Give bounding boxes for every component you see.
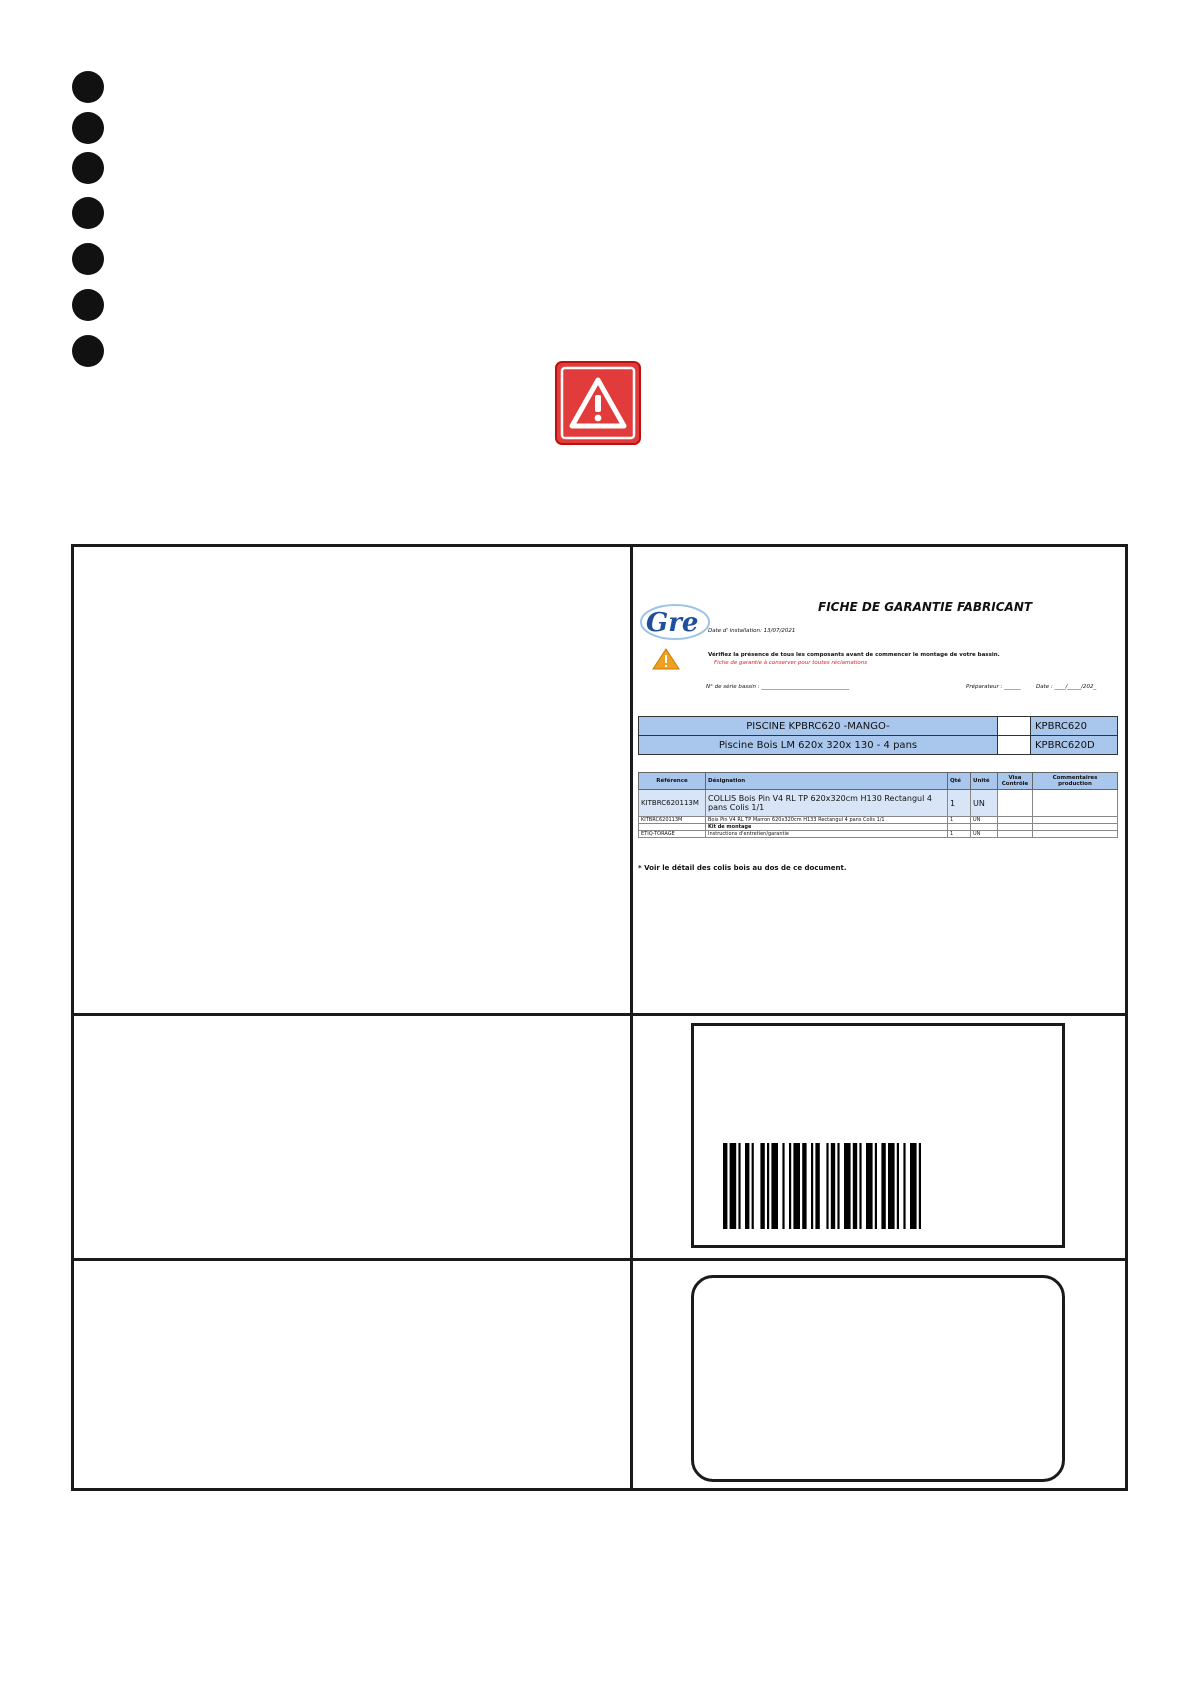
sheet-note: * Voir le détail des colis bois au dos de ce document. xyxy=(638,864,847,872)
step-bullet-4 xyxy=(72,197,104,229)
barcode-bar xyxy=(723,1143,727,1229)
col-qty: Qté xyxy=(948,773,971,790)
barcode-bar xyxy=(767,1143,769,1229)
barcode-bar xyxy=(811,1143,813,1229)
barcode xyxy=(723,1143,987,1229)
barcode-bar xyxy=(771,1143,778,1229)
warning-icon xyxy=(554,360,642,446)
barcode-bar xyxy=(881,1143,885,1229)
barcode-bar xyxy=(837,1143,839,1229)
product-table xyxy=(638,716,1118,755)
barcode-bar xyxy=(910,1143,917,1229)
barcode-bar xyxy=(752,1143,754,1229)
keep-text: Fiche de garantie à conserver pour toutes réclamations xyxy=(714,660,868,666)
grid-divider-vertical xyxy=(630,547,633,1488)
warranty-sheet-image xyxy=(638,588,1118,878)
col-designation: Désignation xyxy=(706,773,948,790)
barcode-bar xyxy=(844,1143,851,1229)
product-code-1: KPBRC620 xyxy=(1031,717,1118,736)
col-comments: Commentaires production xyxy=(1033,773,1118,790)
barcode-bar xyxy=(826,1143,828,1229)
product-title: PISCINE KPBRC620 -MANGO- xyxy=(639,717,998,736)
sheet-title: FICHE DE GARANTIE FABRICANT xyxy=(818,600,1033,614)
svg-text:Gre: Gre xyxy=(646,608,699,638)
barcode-bar xyxy=(745,1143,749,1229)
items-table xyxy=(638,772,1118,838)
col-unit: Unité xyxy=(971,773,998,790)
table-row: KITBRC620113M Bois Pin V4 RL TP Marron 620x320cm H133 Rectangul 4 pans Colis 1/1 1 UN xyxy=(639,817,1118,824)
rounded-label xyxy=(691,1275,1065,1482)
gre-logo-icon xyxy=(638,598,712,644)
date-label: Date : ____/_____/202_ xyxy=(1036,684,1097,690)
table-row: Kit de montage xyxy=(639,824,1118,831)
product-code-2: KPBRC620D xyxy=(1031,736,1118,755)
barcode-bar xyxy=(760,1143,764,1229)
barcode-bar xyxy=(793,1143,800,1229)
barcode-bar xyxy=(831,1143,835,1229)
step-bullet-3 xyxy=(72,152,104,184)
install-date: Date d' installation: 13/07/2021 xyxy=(708,628,796,634)
col-visa: Visa Contrôle xyxy=(998,773,1033,790)
step-bullet-7 xyxy=(72,335,104,367)
step-bullet-6 xyxy=(72,289,104,321)
step-bullet-1 xyxy=(72,71,104,103)
barcode-bar xyxy=(815,1143,819,1229)
check-text: Vérifiez la présence de tous les composants avant de commencer le montage de votre bassin. xyxy=(708,652,1000,658)
barcode-bar xyxy=(919,1143,921,1229)
serial-label: N° de série bassin : ________________________________ xyxy=(706,684,850,690)
grid-divider-2 xyxy=(74,1258,1125,1261)
barcode-bar xyxy=(875,1143,877,1229)
barcode-bar xyxy=(866,1143,873,1229)
product-subtitle: Piscine Bois LM 620x 320x 130 - 4 pans xyxy=(639,736,998,755)
barcode-bar xyxy=(888,1143,895,1229)
barcode-bar xyxy=(789,1143,791,1229)
barcode-bar xyxy=(730,1143,737,1229)
small-warning-icon xyxy=(652,648,680,670)
barcode-bar xyxy=(859,1143,861,1229)
barcode-bar xyxy=(782,1143,784,1229)
step-bullet-5 xyxy=(72,243,104,275)
barcode-bar xyxy=(738,1143,740,1229)
barcode-bar xyxy=(853,1143,857,1229)
barcode-bar xyxy=(802,1143,806,1229)
preparer-label: Préparateur : ______ xyxy=(966,684,1021,690)
barcode-bar xyxy=(897,1143,899,1229)
barcode-label xyxy=(691,1023,1065,1248)
col-reference: Référence xyxy=(639,773,706,790)
step-bullet-2 xyxy=(72,112,104,144)
grid-divider-1 xyxy=(74,1013,1125,1016)
barcode-bar xyxy=(903,1143,905,1229)
table-row: KITBRC620113M COLLIS Bois Pin V4 RL TP 620x320cm H130 Rectangul 4 pans Colis 1/1 1 UN xyxy=(639,790,1118,817)
table-row: ETIQ-TORAGE Instructions d'entretien/garantie 1 UN xyxy=(639,831,1118,838)
